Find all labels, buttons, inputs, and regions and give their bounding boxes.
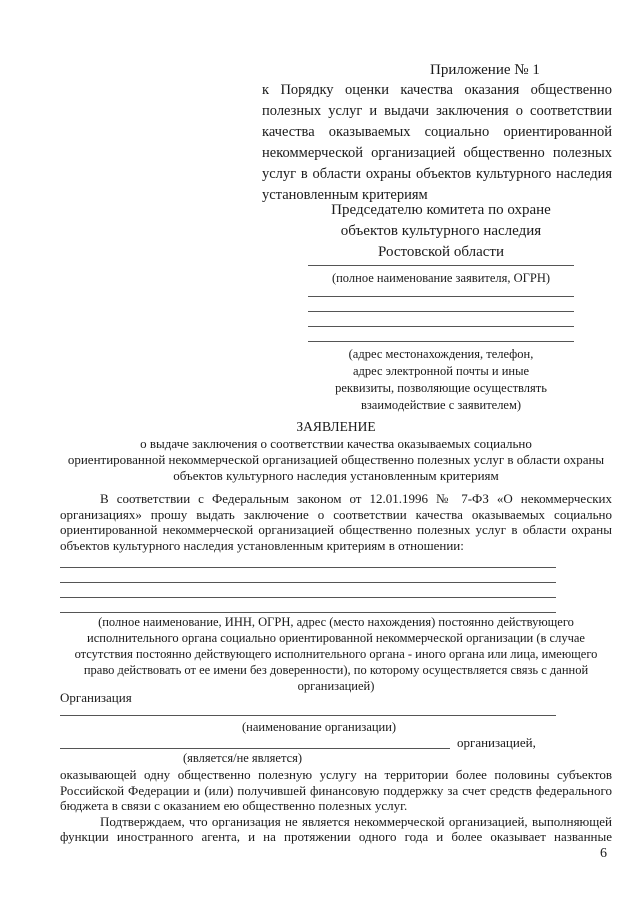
appendix-title: Приложение № 1 bbox=[430, 62, 540, 78]
caption-line: (полное наименование, ИНН, ОГРН, адрес (место нахождения) постоянно действующего bbox=[98, 615, 574, 629]
statement-subtitle bbox=[60, 436, 612, 484]
paragraph-line: Подтверждаем, что организация не является некоммерческой организацией, выполняющей bbox=[100, 813, 612, 829]
statement-paragraph bbox=[60, 491, 612, 553]
organization-status-caption: (является/не является) bbox=[183, 751, 303, 765]
applicant-address-caption bbox=[308, 346, 574, 414]
organization-suffix: организацией, bbox=[457, 735, 536, 750]
applicant-address-field-line[interactable] bbox=[308, 341, 574, 342]
caption-line: адрес электронной почты и иные bbox=[352, 364, 530, 378]
organization-name-caption: (наименование организации) bbox=[242, 720, 397, 734]
applicant-address-field-line[interactable] bbox=[308, 311, 574, 312]
organization-status-field-line[interactable] bbox=[60, 748, 450, 749]
applicant-address-field-line[interactable] bbox=[308, 296, 574, 297]
applicant-name-field-line[interactable] bbox=[308, 265, 574, 266]
subtitle-line: ориентированной некоммерческой организацией общественно полезных услуг в области охраны bbox=[67, 452, 605, 467]
addressee bbox=[308, 200, 574, 263]
organization-name-field-line[interactable] bbox=[60, 715, 556, 716]
applicant-address-field-line[interactable] bbox=[308, 326, 574, 327]
organization-details-field-line[interactable] bbox=[60, 567, 556, 568]
paragraph-line: В соответствии с Федеральным законом от 12.01.1996 № 7-ФЗ «О некоммерческих bbox=[100, 491, 612, 506]
paragraph-line: бюджета в связи с оказанием ею общественно полезных услуг. bbox=[60, 798, 408, 813]
paragraph-line: ориентированной некоммерческой организацией общественно полезных услуг в области охраны bbox=[60, 522, 612, 537]
caption-line: взаимодействие с заявителем) bbox=[360, 398, 522, 412]
organization-details-field-line[interactable] bbox=[60, 597, 556, 598]
appendix-line: некоммерческой организацией общественно полезных bbox=[262, 145, 612, 161]
appendix-line: установленным критериям bbox=[262, 187, 428, 203]
page-number: 6 bbox=[600, 846, 607, 861]
caption-line: отсутствия постоянно действующего исполнительного органа - иного органа или лица, имеющего bbox=[74, 647, 598, 661]
appendix-line: услуг в области охраны объектов культурного наследия bbox=[262, 166, 612, 182]
organization-details-caption bbox=[60, 614, 612, 694]
appendix-reference bbox=[262, 80, 612, 206]
paragraph-line: Российской Федерации и (или) получившей финансовую поддержку за счет средств федерального bbox=[60, 782, 612, 798]
paragraph-line: оказывающей одну общественно полезную услугу на территории более половины субъектов bbox=[60, 767, 612, 782]
addressee-line: Ростовской области bbox=[378, 244, 504, 260]
applicant-name-caption: (полное наименование заявителя, ОГРН) bbox=[331, 271, 551, 285]
caption-line: реквизиты, позволяющие осуществлять bbox=[335, 381, 547, 395]
caption-line: право действовать от ее имени без доверенности), по которому осуществляется связь с данной bbox=[83, 663, 589, 677]
subtitle-line: объектов культурного наследия установленным критериям bbox=[173, 468, 499, 483]
appendix-line: к Порядку оценки качества оказания общественно bbox=[262, 82, 612, 98]
caption-line: исполнительного органа социально ориентированной некоммерческой организации (в случае bbox=[87, 631, 585, 645]
organization-label: Организация bbox=[60, 690, 132, 705]
organization-details-field-line[interactable] bbox=[60, 582, 556, 583]
statement-title: ЗАЯВЛЕНИЕ bbox=[296, 419, 376, 434]
caption-line: организацией) bbox=[297, 679, 375, 693]
subtitle-line: о выдаче заключения о соответствии качества оказываемых социально bbox=[140, 436, 532, 451]
appendix-line: качества оказываемых социально ориентированной bbox=[262, 124, 612, 140]
statement-paragraph bbox=[60, 767, 612, 845]
organization-details-field-line[interactable] bbox=[60, 612, 556, 613]
paragraph-line: организациях» прошу выдать заключение о соответствии качества оказываемых социально bbox=[60, 506, 612, 522]
paragraph-line: функции иностранного агента, и на протяжении одного года и более оказывает названные bbox=[60, 829, 612, 844]
caption-line: (адрес местонахождения, телефон, bbox=[348, 347, 534, 361]
addressee-line: объектов культурного наследия bbox=[340, 223, 542, 239]
appendix-line: полезных услуг и выдачи заключения о соответствии bbox=[262, 103, 612, 119]
paragraph-line: объектов культурного наследия установленным критериям в отношении: bbox=[60, 537, 464, 553]
addressee-line: Председателю комитета по охране bbox=[331, 202, 551, 218]
